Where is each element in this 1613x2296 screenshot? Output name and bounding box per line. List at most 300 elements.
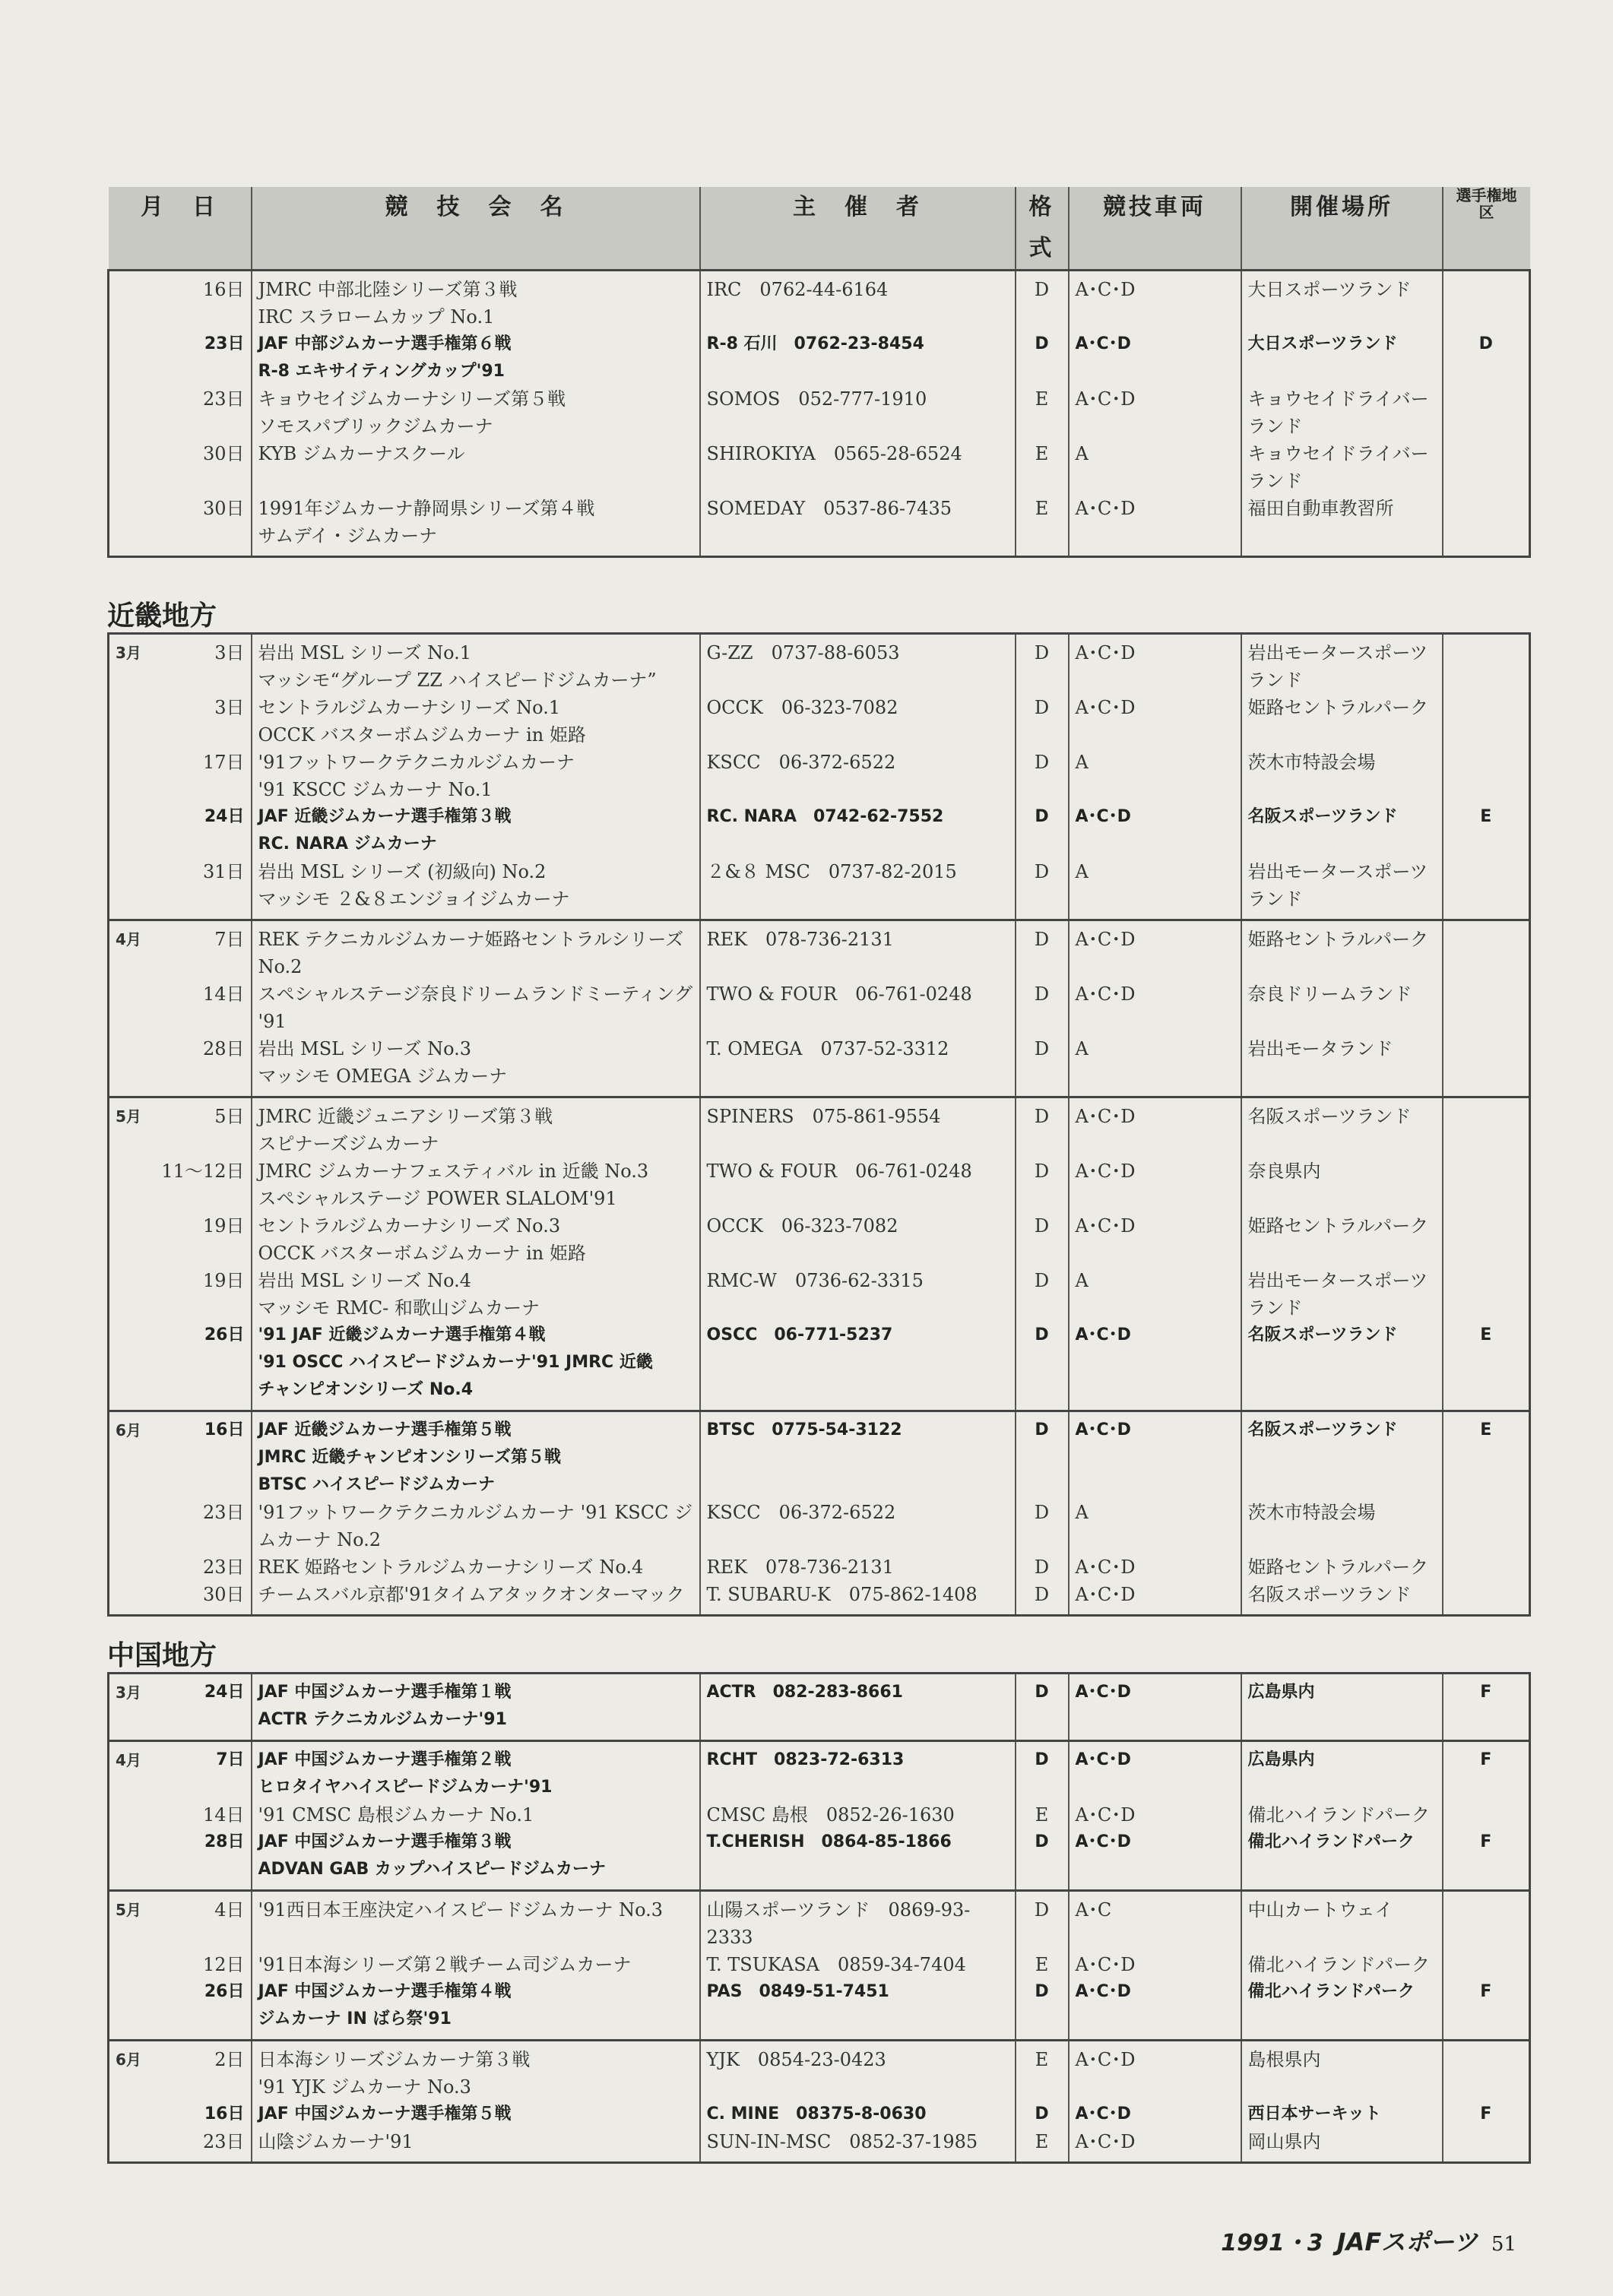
event-name-text: '91フットワークテクニカルジムカーナ '91 KSCC ジ ムカーナ No.2 xyxy=(258,1502,693,1550)
event-organizer-text: T. SUBARU-K 075-862-1408 xyxy=(706,1584,978,1605)
event-vehicles xyxy=(1069,803,1241,858)
event-venue xyxy=(1241,634,1443,695)
date-cell xyxy=(116,440,245,467)
event-vehicles xyxy=(1069,1212,1241,1267)
event-organizer-text: REK 078-736-2131 xyxy=(706,929,894,950)
event-organizer-text: C. MINE 08375-8-0630 xyxy=(706,2104,927,2123)
event-name-text: '91日本海シリーズ第２戦チーム司ジムカーナ xyxy=(258,1954,632,1975)
event-vehicles xyxy=(1069,1741,1241,1802)
event-name-text: KYB ジムカーナスクール xyxy=(258,443,465,464)
event-organizer-text: YJK 0854-23-0423 xyxy=(706,2049,886,2070)
championship-area-text: F xyxy=(1480,1683,1492,1702)
championship-area xyxy=(1443,1267,1530,1322)
event-date xyxy=(109,920,252,981)
championship-area xyxy=(1443,2101,1530,2128)
event-format-text: D xyxy=(1034,1038,1050,1059)
event-month: 6月 xyxy=(116,1421,141,1439)
event-vehicles xyxy=(1069,1674,1241,1741)
event-venue xyxy=(1241,858,1443,920)
championship-area-text: E xyxy=(1480,1325,1492,1344)
event-name-text: 1991年ジムカーナ静岡県シリーズ第４戦 サムデイ・ジムカーナ xyxy=(258,498,595,546)
date-cell xyxy=(116,1212,245,1240)
event-venue xyxy=(1241,331,1443,385)
event-organizer xyxy=(700,1978,1016,2041)
event-organizer xyxy=(700,920,1016,981)
event-name-text: '91 CMSC 島根ジムカーナ No.1 xyxy=(258,1804,534,1826)
event-day: 28日 xyxy=(204,1832,245,1851)
event-name-text: スペシャルステージ奈良ドリームランドミーティング '91 xyxy=(258,983,692,1032)
event-venue-text: 備北ハイランドパーク xyxy=(1247,1804,1431,1826)
championship-area xyxy=(1443,858,1530,920)
event-format-text: D xyxy=(1034,1557,1050,1578)
event-day: 23日 xyxy=(202,1557,245,1578)
event-day: 12日 xyxy=(202,1954,245,1975)
event-name-text: REK 姫路セントラルジムカーナシリーズ No.4 xyxy=(258,1557,644,1578)
event-date xyxy=(109,495,252,557)
event-venue xyxy=(1241,1553,1443,1581)
event-date xyxy=(109,1951,252,1978)
date-cell xyxy=(116,1747,245,1774)
event-vehicles xyxy=(1069,980,1241,1035)
event-format xyxy=(1016,1829,1069,1891)
event-vehicles-text: A･C･D xyxy=(1075,334,1131,353)
event-name-text: 岩出 MSL シリーズ No.1 マッシモ“グループ ZZ ハイスピードジムカーナ” xyxy=(258,642,657,691)
date-cell xyxy=(116,1035,245,1062)
event-format-text: D xyxy=(1034,929,1050,950)
event-date xyxy=(109,1741,252,1802)
event-format-text: D xyxy=(1035,2104,1049,2123)
event-day: 19日 xyxy=(202,1215,245,1237)
event-format-text: E xyxy=(1035,1804,1049,1826)
event-organizer xyxy=(700,803,1016,858)
event-date xyxy=(109,1553,252,1581)
event-venue-text: 岩出モータランド xyxy=(1247,1038,1393,1059)
event-name xyxy=(252,1553,700,1581)
event-format-text: D xyxy=(1034,1502,1050,1523)
event-date xyxy=(109,2101,252,2128)
event-date xyxy=(109,1267,252,1322)
event-vehicles-text: A･C･D xyxy=(1075,1420,1131,1439)
event-organizer-text: OSCC 06-771-5237 xyxy=(706,1325,893,1344)
event-day: 5日 xyxy=(214,1106,245,1127)
event-venue-text: 姫路セントラルパーク xyxy=(1247,697,1429,718)
event-name xyxy=(252,858,700,920)
event-organizer-text: RC. NARA 0742-62-7552 xyxy=(706,807,944,826)
event-name-text: JAF 中国ジムカーナ選手権第１戦 ACTR テクニカルジムカーナ'91 xyxy=(258,1683,512,1729)
event-format xyxy=(1016,2041,1069,2101)
event-organizer-text: BTSC 0775-54-3122 xyxy=(706,1420,902,1439)
event-venue-text: 茨木市特設会場 xyxy=(1247,1502,1376,1523)
event-vehicles xyxy=(1069,2101,1241,2128)
event-month: 6月 xyxy=(116,2051,141,2069)
event-date xyxy=(109,1411,252,1500)
month-group xyxy=(109,271,1530,557)
event-row xyxy=(109,1801,1530,1829)
event-organizer xyxy=(700,1741,1016,1802)
event-format-text: D xyxy=(1034,1215,1050,1237)
event-name xyxy=(252,331,700,385)
event-vehicles-text: A･C･D xyxy=(1075,1982,1131,2001)
event-organizer xyxy=(700,1829,1016,1891)
event-date xyxy=(109,749,252,803)
event-row xyxy=(109,1978,1530,2041)
event-date xyxy=(109,271,252,331)
event-vehicles-text: A･C･D xyxy=(1075,1325,1131,1344)
event-format-text: D xyxy=(1035,1683,1049,1702)
event-name-text: REK テクニカルジムカーナ姫路セントラルシリーズ No.2 xyxy=(258,929,684,977)
event-organizer xyxy=(700,1158,1016,1212)
event-format xyxy=(1016,694,1069,749)
event-name-text: セントラルジムカーナシリーズ No.3 OCCK バスターボムジムカーナ in 姫路 xyxy=(258,1215,586,1264)
championship-area-text: D xyxy=(1478,334,1493,353)
event-format xyxy=(1016,1801,1069,1829)
event-organizer-text: TWO & FOUR 06-761-0248 xyxy=(706,1161,972,1182)
event-row xyxy=(109,858,1530,920)
championship-area-text: E xyxy=(1480,1420,1492,1439)
event-vehicles-text: A･C･D xyxy=(1075,697,1136,718)
event-day: 7日 xyxy=(214,929,245,950)
event-venue-text: 名阪スポーツランド xyxy=(1247,807,1398,826)
championship-area xyxy=(1443,1553,1530,1581)
event-date xyxy=(109,1891,252,1952)
event-venue-text: 大日スポーツランド xyxy=(1247,279,1412,300)
date-cell xyxy=(116,1553,245,1581)
championship-area xyxy=(1443,1581,1530,1616)
date-cell xyxy=(116,495,245,522)
event-organizer-text: SPINERS 075-861-9554 xyxy=(706,1106,941,1127)
page-number: 51 xyxy=(1491,2233,1516,2256)
event-format xyxy=(1016,2128,1069,2163)
event-row xyxy=(109,634,1530,695)
event-vehicles xyxy=(1069,2041,1241,2101)
event-format-text: D xyxy=(1034,697,1050,718)
championship-area xyxy=(1443,1322,1530,1411)
event-vehicles-text: A･C･D xyxy=(1075,279,1136,300)
event-date xyxy=(109,1581,252,1616)
date-cell xyxy=(116,2128,245,2155)
event-format-text: E xyxy=(1035,498,1049,519)
schedule-table xyxy=(107,632,1531,1617)
event-venue-text: 備北ハイランドパーク xyxy=(1247,1954,1431,1975)
event-organizer-text: T. OMEGA 0737-52-3312 xyxy=(706,1038,949,1059)
event-name xyxy=(252,1499,700,1553)
event-organizer-text: SHIROKIYA 0565-28-6524 xyxy=(706,443,962,464)
event-row xyxy=(109,749,1530,803)
event-format-text: D xyxy=(1035,1325,1049,1344)
event-format-text: E xyxy=(1035,2049,1049,2070)
event-name-text: JAF 近畿ジムカーナ選手権第３戦 RC. NARA ジムカーナ xyxy=(258,807,512,853)
event-organizer xyxy=(700,2128,1016,2163)
event-name-text: JAF 中国ジムカーナ選手権第４戦 ジムカーナ IN ばら祭'91 xyxy=(258,1982,512,2028)
event-row xyxy=(109,1829,1530,1891)
event-format xyxy=(1016,1581,1069,1616)
championship-area xyxy=(1443,1978,1530,2041)
event-day: 3日 xyxy=(214,642,245,663)
date-cell xyxy=(116,1801,245,1829)
date-cell xyxy=(116,276,245,303)
event-format-text: D xyxy=(1034,1270,1050,1291)
event-vehicles xyxy=(1069,1322,1241,1411)
event-venue xyxy=(1241,1212,1443,1267)
event-name xyxy=(252,385,700,440)
championship-area xyxy=(1443,495,1530,557)
event-format-text: D xyxy=(1035,1750,1049,1769)
event-row xyxy=(109,1097,1530,1158)
event-venue-text: 岡山県内 xyxy=(1247,2131,1321,2152)
event-name xyxy=(252,1581,700,1616)
event-venue-text: 西日本サーキット xyxy=(1247,2104,1382,2123)
event-name-text: JAF 中国ジムカーナ選手権第３戦 ADVAN GAB カップハイスピードジムカーナ xyxy=(258,1832,606,1879)
event-venue-text: 奈良ドリームランド xyxy=(1247,983,1412,1005)
championship-area xyxy=(1443,1674,1530,1741)
event-venue-text: 大日スポーツランド xyxy=(1247,334,1398,353)
event-vehicles-text: A･C･D xyxy=(1075,1750,1131,1769)
championship-area xyxy=(1443,803,1530,858)
event-vehicles-text: A･C･D xyxy=(1075,1954,1136,1975)
month-group xyxy=(109,920,1530,1097)
event-format xyxy=(1016,1499,1069,1553)
event-vehicles-text: A･C･D xyxy=(1075,1106,1136,1127)
column-header: 競技車両 xyxy=(1069,187,1241,271)
event-name xyxy=(252,749,700,803)
event-organizer-text: ACTR 082-283-8661 xyxy=(706,1683,903,1702)
event-venue xyxy=(1241,1741,1443,1802)
event-vehicles-text: A xyxy=(1075,1270,1089,1291)
event-venue-text: 中山カートウェイ xyxy=(1247,1899,1393,1921)
event-date xyxy=(109,1158,252,1212)
event-vehicles-text: A･C･D xyxy=(1075,1161,1136,1182)
event-venue xyxy=(1241,1267,1443,1322)
event-month: 4月 xyxy=(116,1751,141,1769)
championship-area xyxy=(1443,920,1530,981)
event-date xyxy=(109,1322,252,1411)
event-name xyxy=(252,1891,700,1952)
event-name xyxy=(252,271,700,331)
event-venue xyxy=(1241,1891,1443,1952)
event-date xyxy=(109,1212,252,1267)
column-header: 開催場所 xyxy=(1241,187,1443,271)
event-format-text: E xyxy=(1035,443,1049,464)
event-format xyxy=(1016,1741,1069,1802)
event-venue-text: 島根県内 xyxy=(1247,2049,1321,2070)
date-cell xyxy=(116,1951,245,1978)
event-organizer-text: CMSC 島根 0852-26-1630 xyxy=(706,1804,955,1826)
region-title: 近畿地方 xyxy=(107,600,217,632)
championship-area xyxy=(1443,385,1530,440)
page-footer xyxy=(1221,2223,1516,2258)
event-format xyxy=(1016,1097,1069,1158)
event-vehicles-text: A･C･D xyxy=(1075,2104,1131,2123)
date-cell xyxy=(116,858,245,885)
event-format-text: D xyxy=(1034,752,1050,773)
event-date xyxy=(109,385,252,440)
event-row xyxy=(109,385,1530,440)
event-venue-text: 岩出モータースポーツ ランド xyxy=(1247,642,1428,691)
column-header: 格式 xyxy=(1016,187,1069,271)
event-name xyxy=(252,634,700,695)
event-vehicles-text: A･C･D xyxy=(1075,2131,1136,2152)
date-cell xyxy=(116,803,245,831)
event-organizer xyxy=(700,1553,1016,1581)
event-venue-text: 岩出モータースポーツ ランド xyxy=(1247,861,1428,910)
event-format xyxy=(1016,1212,1069,1267)
event-organizer-text: RCHT 0823-72-6313 xyxy=(706,1750,905,1769)
event-date xyxy=(109,980,252,1035)
event-row xyxy=(109,803,1530,858)
event-format-text: E xyxy=(1035,2131,1049,2152)
event-format xyxy=(1016,1035,1069,1097)
event-name-text: '91 JAF 近畿ジムカーナ選手権第４戦 '91 OSCC ハイスピードジムカーナ'91 JMRC 近畿 チャンピオンシリーズ No.4 xyxy=(258,1325,653,1399)
event-organizer-text: RMC-W 0736-62-3315 xyxy=(706,1270,924,1291)
event-day: 16日 xyxy=(204,2104,245,2123)
event-organizer xyxy=(700,440,1016,495)
event-vehicles-text: A･C･D xyxy=(1075,498,1136,519)
event-vehicles xyxy=(1069,1267,1241,1322)
event-venue-text: 広島県内 xyxy=(1247,1750,1315,1769)
event-vehicles xyxy=(1069,385,1241,440)
event-vehicles xyxy=(1069,271,1241,331)
event-venue xyxy=(1241,1411,1443,1500)
event-organizer xyxy=(700,1035,1016,1097)
championship-area xyxy=(1443,634,1530,695)
event-name-text: キョウセイジムカーナシリーズ第５戦 ソモスパブリックジムカーナ xyxy=(258,388,566,437)
event-name-text: JAF 中国ジムカーナ選手権第２戦 ヒロタイヤハイスピードジムカーナ'91 xyxy=(258,1750,553,1797)
event-vehicles xyxy=(1069,749,1241,803)
event-date xyxy=(109,634,252,695)
event-vehicles-text: A xyxy=(1075,1038,1089,1059)
event-name-text: 日本海シリーズジムカーナ第３戦 '91 YJK ジムカーナ No.3 xyxy=(258,2049,531,2098)
championship-area xyxy=(1443,1212,1530,1267)
event-name xyxy=(252,440,700,495)
event-organizer-text: IRC 0762-44-6164 xyxy=(706,279,889,300)
event-format xyxy=(1016,1322,1069,1411)
event-format-text: D xyxy=(1034,861,1050,882)
event-day: 24日 xyxy=(204,1683,245,1702)
event-venue xyxy=(1241,1322,1443,1411)
event-format-text: D xyxy=(1034,983,1050,1005)
event-format xyxy=(1016,803,1069,858)
event-format xyxy=(1016,1267,1069,1322)
event-organizer-text: T.CHERISH 0864-85-1866 xyxy=(706,1832,952,1851)
event-date xyxy=(109,1035,252,1097)
event-format-text: D xyxy=(1035,807,1049,826)
event-vehicles-text: A xyxy=(1075,861,1089,882)
event-organizer xyxy=(700,858,1016,920)
event-row xyxy=(109,1158,1530,1212)
event-name xyxy=(252,694,700,749)
event-vehicles xyxy=(1069,331,1241,385)
event-organizer xyxy=(700,1674,1016,1741)
event-date xyxy=(109,1499,252,1553)
event-vehicles xyxy=(1069,1411,1241,1500)
event-name-text: 岩出 MSL シリーズ No.4 マッシモ RMC- 和歌山ジムカーナ xyxy=(258,1270,540,1319)
event-venue xyxy=(1241,694,1443,749)
schedule-table xyxy=(107,1672,1531,2164)
event-venue xyxy=(1241,980,1443,1035)
date-cell xyxy=(116,1417,245,1444)
championship-area xyxy=(1443,694,1530,749)
event-name xyxy=(252,1801,700,1829)
event-day: 3日 xyxy=(214,697,245,718)
event-day: 31日 xyxy=(202,861,245,882)
championship-area-text: F xyxy=(1480,1982,1492,2001)
championship-area xyxy=(1443,1891,1530,1952)
event-day: 30日 xyxy=(202,1584,245,1605)
event-venue-text: キョウセイドライバー ランド xyxy=(1247,443,1429,492)
date-cell xyxy=(116,694,245,721)
event-venue-text: 名阪スポーツランド xyxy=(1247,1420,1398,1439)
event-day: 28日 xyxy=(202,1038,245,1059)
event-vehicles xyxy=(1069,1801,1241,1829)
event-row xyxy=(109,694,1530,749)
event-day: 17日 xyxy=(202,752,245,773)
date-cell xyxy=(116,639,245,667)
event-organizer-text: 山陽スポーツランド 0869-93-2333 xyxy=(706,1899,971,1948)
event-date xyxy=(109,1801,252,1829)
event-name-text: セントラルジムカーナシリーズ No.1 OCCK バスターボムジムカーナ in 姫路 xyxy=(258,697,586,746)
event-row xyxy=(109,1267,1530,1322)
event-row xyxy=(109,920,1530,981)
event-format xyxy=(1016,440,1069,495)
event-vehicles xyxy=(1069,920,1241,981)
date-cell xyxy=(116,331,245,358)
championship-area xyxy=(1443,980,1530,1035)
event-format-text: D xyxy=(1034,279,1050,300)
month-group xyxy=(109,1674,1530,1741)
event-vehicles xyxy=(1069,858,1241,920)
event-venue-text: 名阪スポーツランド xyxy=(1247,1584,1412,1605)
event-organizer xyxy=(700,980,1016,1035)
event-format xyxy=(1016,1553,1069,1581)
date-cell xyxy=(116,749,245,776)
event-month: 3月 xyxy=(116,1683,141,1702)
event-format-text: D xyxy=(1034,1161,1050,1182)
event-row xyxy=(109,1741,1530,1802)
event-date xyxy=(109,1829,252,1891)
event-name-text: JAF 中国ジムカーナ選手権第５戦 xyxy=(258,2104,512,2123)
event-date xyxy=(109,1674,252,1741)
event-vehicles-text: A･C･D xyxy=(1075,1215,1136,1237)
event-name xyxy=(252,1212,700,1267)
event-format-text: D xyxy=(1035,1982,1049,2001)
event-format xyxy=(1016,920,1069,981)
event-venue-text: 岩出モータースポーツ ランド xyxy=(1247,1270,1428,1319)
event-row xyxy=(109,331,1530,385)
event-format xyxy=(1016,1951,1069,1978)
event-name-text: '91西日本王座決定ハイスピードジムカーナ No.3 xyxy=(258,1899,664,1921)
issue-date: 1991・3 xyxy=(1221,2230,1323,2256)
event-venue xyxy=(1241,2128,1443,2163)
event-date xyxy=(109,803,252,858)
event-venue xyxy=(1241,440,1443,495)
event-date xyxy=(109,440,252,495)
event-organizer-text: R-8 石川 0762-23-8454 xyxy=(706,334,924,353)
championship-area xyxy=(1443,331,1530,385)
event-vehicles-text: A･C･D xyxy=(1075,1557,1136,1578)
event-organizer xyxy=(700,694,1016,749)
event-format xyxy=(1016,331,1069,385)
event-name xyxy=(252,1829,700,1891)
schedule-table xyxy=(107,187,1531,558)
table-header xyxy=(109,187,1530,271)
event-row xyxy=(109,1499,1530,1553)
event-organizer xyxy=(700,271,1016,331)
event-date xyxy=(109,2041,252,2101)
event-row xyxy=(109,1674,1530,1741)
event-name-text: JMRC 中部北陸シリーズ第３戦 IRC スラロームカップ No.1 xyxy=(258,279,518,328)
event-organizer-text: OCCK 06-323-7082 xyxy=(706,697,898,718)
event-format-text: D xyxy=(1034,642,1050,663)
